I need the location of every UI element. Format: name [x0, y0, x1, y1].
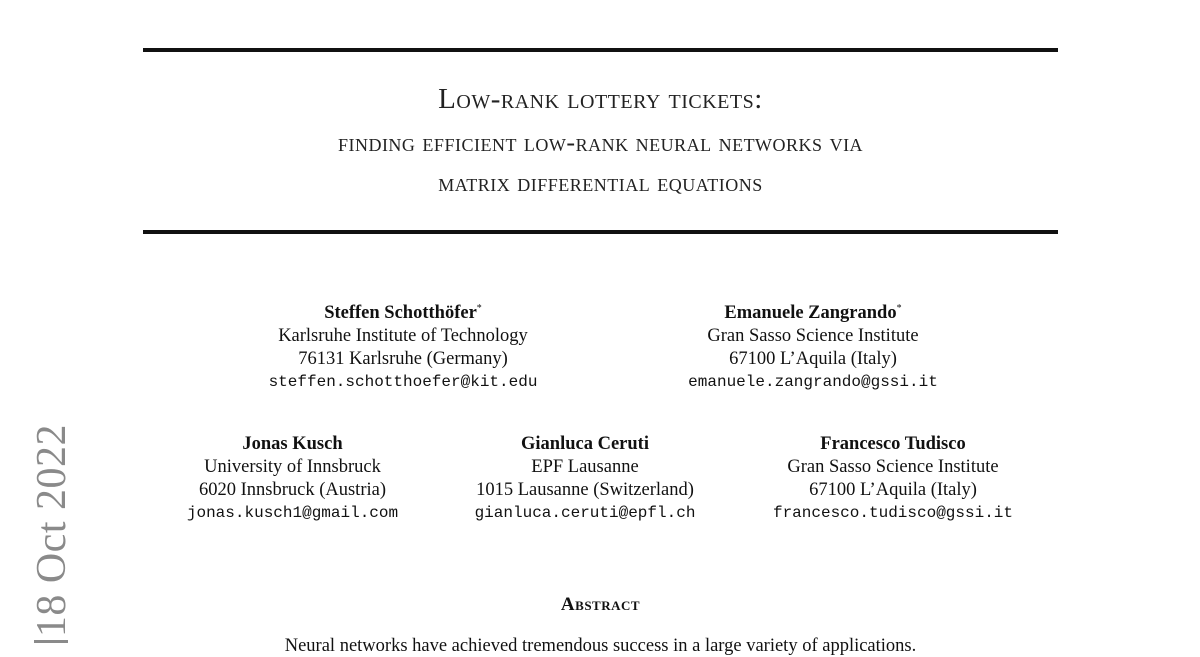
author-email[interactable]: steffen.schotthoefer@kit.edu [268, 373, 538, 391]
author-name: Jonas Kusch [242, 434, 343, 454]
author-block-zangrando [648, 302, 978, 394]
abstract-heading: Abstract [560, 594, 641, 615]
author-name: Francesco Tudisco [820, 434, 966, 454]
author-email[interactable]: emanuele.zangrando@gssi.it [688, 373, 938, 391]
author-affiliation: Gran Sasso Science Institute [787, 457, 999, 477]
author-affiliation: EPF Lausanne [531, 457, 639, 477]
author-address: 67100 L’Aquila (Italy) [729, 349, 897, 369]
author-affiliation: University of Innsbruck [204, 457, 381, 477]
author-name: Steffen Schotthöfer [324, 303, 477, 323]
arxiv-date-stamp: 18 Oct 2022 [29, 424, 75, 638]
author-name: Gianluca Ceruti [521, 434, 649, 454]
abstract-first-line: Neural networks have achieved tremendous success in a large variety of applications. [284, 636, 917, 656]
equal-contribution-mark: * [476, 302, 482, 314]
arxiv-stamp-bar [34, 640, 68, 643]
title-bottom-rule [143, 230, 1058, 234]
author-address: 76131 Karlsruhe (Germany) [298, 349, 508, 369]
author-block-schotthoefer [238, 302, 568, 394]
author-affiliation: Karlsruhe Institute of Technology [278, 326, 528, 346]
author-affiliation: Gran Sasso Science Institute [707, 326, 919, 346]
author-address: 1015 Lausanne (Switzerland) [476, 480, 694, 500]
paper-title-line-3: matrix differential equations [438, 168, 763, 197]
author-address: 6020 Innsbruck (Austria) [198, 480, 386, 500]
author-name-line [238, 302, 568, 325]
author-name-line [648, 302, 978, 325]
author-block-kusch [150, 433, 435, 525]
title-top-rule [143, 48, 1058, 52]
author-email[interactable]: gianluca.ceruti@epfl.ch [474, 504, 696, 522]
paper-title-line-1: Low-rank lottery tickets: [438, 83, 763, 115]
author-block-tudisco [740, 433, 1046, 525]
author-name: Emanuele Zangrando [724, 303, 897, 323]
author-block-ceruti [445, 433, 725, 525]
author-email[interactable]: jonas.kusch1@gmail.com [186, 504, 399, 522]
author-email[interactable]: francesco.tudisco@gssi.it [772, 504, 1014, 522]
equal-contribution-mark: * [896, 302, 902, 314]
paper-title-line-2: finding efficient low-rank neural networks via [337, 128, 864, 157]
author-address: 67100 L’Aquila (Italy) [809, 480, 977, 500]
